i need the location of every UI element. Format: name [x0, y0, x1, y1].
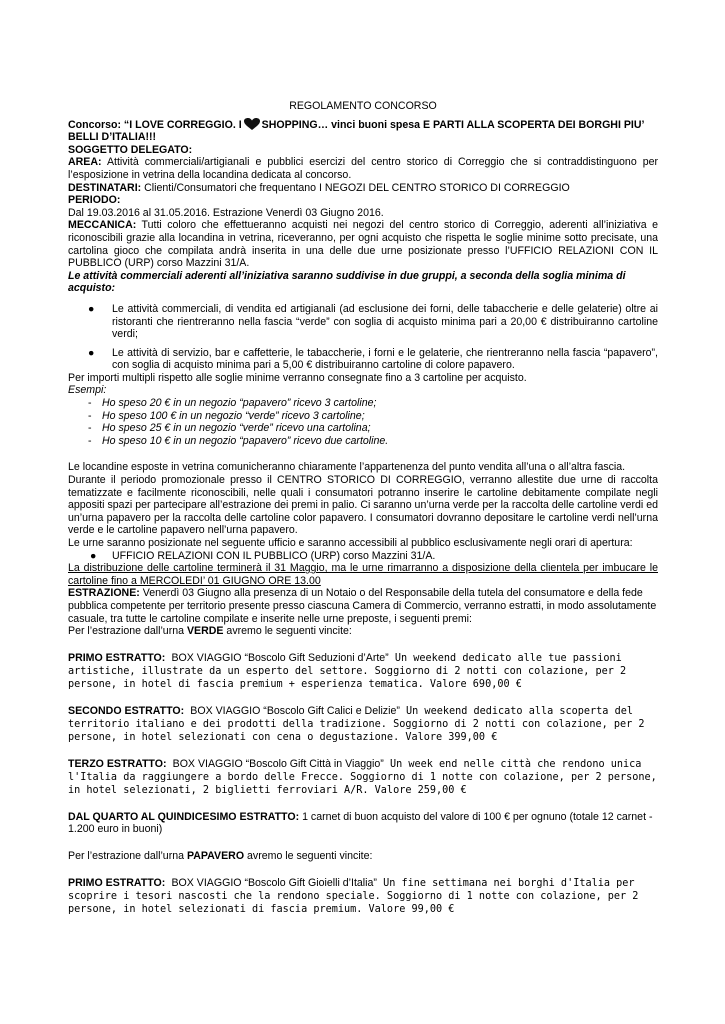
- verde-prize-3: TERZO ESTRATTO: BOX VIAGGIO “Boscolo Gift Città in Viaggio” Un week end nelle città che rendono unica l'Italia da raggiungere a bordo delle Frecce. Soggiorno di 1 notte con colazione, per 2 persone, in hotel selezionati, 2 biglietti ferroviari A/R. Valore 259,00 €: [68, 757, 657, 796]
- list-item: - Ho speso 100 € in un negozio “verde” ricevo 3 cartoline;: [88, 409, 365, 422]
- distribuzione-text: La distribuzione delle cartoline terminerà il 31 Maggio, ma le urne rimarranno a disposizione della clientela per imbucare le cartoline fino a MERCOLEDI’ 01 GIUGNO ORE 13.00: [68, 562, 658, 587]
- verde-prize-1: PRIMO ESTRATTO: BOX VIAGGIO “Boscolo Gift Seduzioni d’Arte” Un weekend dedicato alle tue passioni artistiche, illustrate da un esperto del settore. Soggiorno di 2 notti con colazione, per 2 persone, in hotel di fascia premium + esperienza tematica. Valore 690,00 €: [68, 651, 627, 690]
- bullet-dot: ●: [88, 302, 95, 315]
- concorso-label: Concorso:: [68, 118, 121, 131]
- concorso-text-1: “I LOVE CORREGGIO. I: [123, 118, 242, 131]
- destinatari-paragraph: DESTINATARI: Clienti/Consumatori che frequentano I NEGOZI DEL CENTRO STORICO DI CORREGGIO: [68, 181, 570, 194]
- esempi-list: [68, 397, 658, 447]
- list-item: - Ho speso 20 € in un negozio “papavero” ricevo 3 cartoline;: [88, 397, 377, 410]
- area-paragraph: AREA: Attività commerciali/artigianali e pubblici esercizi del centro storico di Correggio che si contraddistinguono per l’esposizione in vetrina della locandina dedicata al concorso.: [68, 156, 659, 181]
- urne-text: Le urne saranno posizionate nel seguente ufficio e saranno accessibili al pubblico esclusivamente negli orari di apertura:: [68, 537, 633, 549]
- list-item: ● Le attività commerciali, di vendita ed artigianali (ad esclusione dei forni, delle tabaccherie e delle gelaterie) oltre ai ristoranti che rientreranno nella fascia “verde” con soglia di acquisto minima pari a 20,00 € distribuiranno cartoline verdi;: [88, 302, 658, 341]
- gruppi-heading: Le attività commerciali aderenti all’iniziativa saranno suddivise in due gruppi, a seconda della soglia minima di acquisto:: [68, 269, 626, 295]
- urp-list: [68, 550, 658, 563]
- esempi-label: Esempi:: [68, 384, 107, 397]
- multipli-text: Per importi multipli rispetto alle soglie minime verranno consegnate fino a 3 cartoline per acquisto.: [68, 371, 527, 384]
- bullet-dot: ●: [90, 549, 97, 562]
- soggetto-delegato: SOGGETTO DELEGATO:: [68, 143, 193, 156]
- concorso-text-2: SHOPPING… vinci buoni spesa E PARTI ALLA SCOPERTA DEI BORGHI PIU’ BELLI D’ITALIA!!!: [68, 118, 644, 144]
- list-item: ● Le attività di servizio, bar e caffetterie, le tabaccherie, i forni e le gelaterie, che rientreranno nella fascia “papavero”, con soglia di acquisto minima pari a 5,00 € distribuiranno cartoline di colore papavero.: [88, 346, 658, 372]
- bullet-dot: ●: [88, 346, 95, 359]
- heart-icon: [243, 117, 261, 131]
- estrazione-paragraph: ESTRAZIONE: Venerdì 03 Giugno alla presenza di un Notaio o del Responsabile della tutela del consumatore e della fede pubblica competente per territorio presente presso ciascuna Camera di Commercio, verranno estratti, in modo assolutamente casuale, tra tutte le cartoline compilate e inserite nelle urne preposte, i seguenti premi:: [68, 587, 657, 625]
- periodo-text: Dal 19.03.2016 al 31.05.2016. Estrazione Venerdì 03 Giugno 2016.: [68, 206, 384, 219]
- periodo-label: PERIODO:: [68, 194, 121, 207]
- papavero-intro: Per l’estrazione dall’urna PAPAVERO avremo le seguenti vincite:: [68, 849, 373, 862]
- verde-intro: Per l’estrazione dall’urna VERDE avremo le seguenti vincite:: [68, 625, 352, 638]
- document-title: REGOLAMENTO CONCORSO: [289, 100, 437, 112]
- quarto-paragraph: DAL QUARTO AL QUINDICESIMO ESTRATTO: 1 carnet di buon acquisto del valore di 100 € per ognuno (totale 12 carnet - 1.200 euro in buoni): [68, 810, 653, 836]
- list-item: ● UFFICIO RELAZIONI CON IL PUBBLICO (URP) corso Mazzini 31/A.: [90, 549, 436, 562]
- list-item: - Ho speso 25 € in un negozio “verde” ricevo una cartolina;: [88, 422, 371, 435]
- regulation-document: [68, 100, 658, 916]
- durante-paragraph: Durante il periodo promozionale presso il CENTRO STORICO DI CORREGGIO, verranno allestite due urne di raccolta tematizzate e facilmente riconoscibili, nelle quali i consumatori potranno inserire le cartoline debitamente compilate negli appositi spazi per partecipare all’estrazione dei premi in palio. Ci saranno un’urna verde per la raccolta delle cartoline verdi ed un’urna papavero per la raccolta delle cartoline color papavero. I consumatori dovranno depositare le cartoline verdi nell’urna verde e le cartoline papavero nell’urna papavero.: [68, 474, 658, 537]
- meccanica-paragraph: MECCANICA: Tutti coloro che effettueranno acquisti nei negozi del centro storico di Correggio, aderenti all’iniziativa e riconoscibili grazie alla locandina in vetrina, riceveranno, per ogni acquisto che rispetta le soglie minime sotto precisate, una cartolina gioco che compilata andrà inserita in una delle due urne posizionate presso l’UFFICIO RELAZIONI CON IL PUBBLICO (URP) corso Mazzini 31/A.: [68, 219, 658, 270]
- papavero-prize-1: PRIMO ESTRATTO: BOX VIAGGIO “Boscolo Gift Gioielli d’Italia” Un fine settimana nei borghi d'Italia per scoprire i tesori nascosti che la rendono speciale. Soggiorno di 1 notte con colazione, per 2 persone, in hotel selezionati di fascia premium. Valore 99,00 €: [68, 876, 639, 915]
- concorso-line: [68, 117, 658, 144]
- list-item: - Ho speso 10 € in un negozio “papavero” ricevo due cartoline.: [88, 434, 389, 447]
- locandine-text: Le locandine esposte in vetrina comunicheranno chiaramente l’appartenenza del punto vendita all’una o all’altra fascia.: [68, 461, 626, 474]
- verde-prize-2: SECONDO ESTRATTO: BOX VIAGGIO “Boscolo Gift Calici e Delizie” Un weekend dedicato alla scoperta del territorio italiano e dei prodotti della tradizione. Soggiorno di 2 notti con colazione, per 2 persone, in hotel selezionati con cena o degustazione. Valore 399,00 €: [68, 704, 645, 743]
- group-list: [68, 303, 658, 372]
